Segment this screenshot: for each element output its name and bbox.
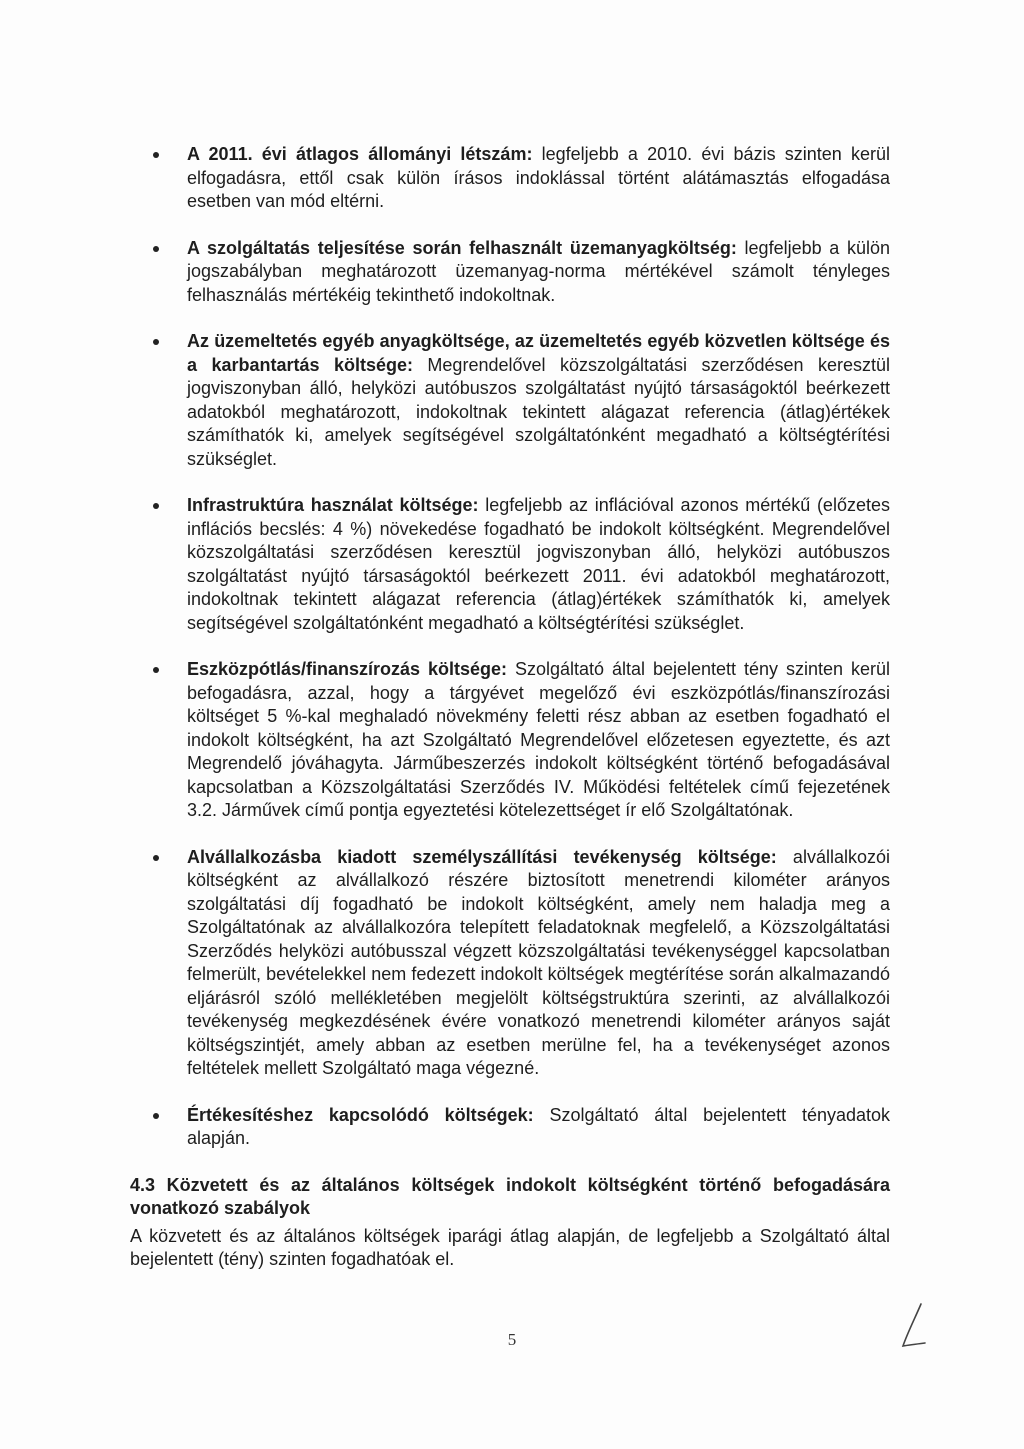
section-heading: 4.3 Közvetett és az általános költségek indokolt költségként történő befogadására vonatkozó szabályok: [130, 1174, 890, 1218]
list-item-text: legfeljebb az inflációval azonos mértékű (előzetes inflációs becslés: 4 %) növekedése fogadható be indokolt költségként. Megrendelővel közszolgáltatási szerződésen keresztül jogviszonyban álló, helyközi autóbuszos szolgáltatást nyújtó társaságoktól beérkezett 2011. évi adatokból meghatározott, indokoltnak tekintett alágazat referencia (átlag)értékek számíthatók ki, amelyek segítségével szolgáltatónként megadható a költségtérítési szükséglet.: [187, 495, 890, 633]
bullet-icon: [153, 667, 159, 673]
list-item-text: alvállalkozói költségként az alvállalkozó részére biztosított menetrendi kilométer arányos szolgáltatási díj fogadható be indokolt költségként, amely nem haladja meg a Szolgáltatónak az alvállalkozóra telepített feladatoknak megfelelő, a Közszolgáltatási Szerződés helyközi autóbusszal végzett közszolgáltatási tevékenységgel kapcsolatban felmerült, bevételekkel nem fedezett indokolt költségek megtérítése során alkalmazandó eljárásról szóló mellékletében megjelölt költségstruktúra szerinti, az alvállalkozói tevékenység megkezdésének évére vonatkozó menetrendi kilométer arányos saját költségszintjét, amely abban az esetben merülne fel, ha a tevékenységet azonos feltételek mellett Szolgáltató maga végezné.: [187, 846, 890, 1078]
list-item-heading: Alvállalkozásba kiadott személyszállítási tevékenység költsége:: [187, 846, 777, 867]
list-item: [130, 846, 890, 1081]
list-item: [130, 237, 890, 308]
bullet-icon: [153, 855, 159, 861]
list-item-heading: A szolgáltatás teljesítése során felhasznált üzemanyagköltség:: [187, 237, 737, 258]
list-item-text: Szolgáltató által bejelentett tény szinten kerül befogadásra, azzal, hogy a tárgyévet megelőző évi eszközpótlás/finanszírozási költséget 5 %-kal meghaladó növekmény feletti rész abban az esetben fogadható el indokolt költségként, ha azt Szolgáltató Megrendelővel előzetesen egyeztette, és azt Megrendelő jóváhagyta. Járműbeszerzés indokolt költségként történő befogadásával kapcsolatban a Közszolgáltatási Szerződés IV. Működési feltételek című fejezetének 3.2. Járművek című pontja egyeztetési kötelezettséget ír elő Szolgáltatónak.: [187, 659, 890, 820]
list-item: [130, 494, 890, 635]
list-item-text: legfeljebb a külön jogszabályban meghatározott üzemanyag-norma mértékével számolt tényleges felhasználás mértékéig tekinthető indokoltnak.: [187, 237, 890, 305]
bullet-icon: [153, 339, 159, 345]
bullet-icon: [153, 246, 159, 252]
list-item-heading: Eszközpótlás/finanszírozás költsége:: [187, 659, 508, 679]
page-number: 5: [507, 1330, 517, 1349]
list-item: [130, 143, 890, 214]
list-item-text: legfeljebb a 2010. évi bázis szinten kerül elfogadásra, ettől csak külön írásos indoklással történt alátámasztás elfogadása esetben van mód eltérni.: [187, 144, 891, 211]
cost-rules-list: [130, 143, 890, 1151]
list-item: [130, 658, 890, 823]
bullet-icon: [153, 503, 159, 509]
list-item-heading: Az üzemeltetés egyéb anyagköltsége, az üzemeltetés egyéb közvetlen költsége és a karbantartás költsége:: [187, 331, 890, 375]
list-item: [130, 1104, 890, 1151]
section-body: A közvetett és az általános költségek iparági átlag alapján, de legfeljebb a Szolgáltató által bejelentett (tény) szinten fogadhatóak el.: [130, 1225, 890, 1269]
list-item-heading: A 2011. évi átlagos állományi létszám:: [187, 144, 533, 164]
list-item-text: Szolgáltató által bejelentett tényadatok alapján.: [187, 1104, 891, 1148]
section-4-3: [130, 1174, 890, 1272]
list-item-text: Megrendelővel közszolgáltatási szerződésen keresztül jogviszonyban álló, helyközi autóbuszos szolgáltatást nyújtó társaságoktól beérkezett adatokból meghatározott, indokoltnak tekintett alágazat referencia (átlag)értékek számíthatók ki, amelyek segítségével szolgáltatónként megadható a költségtérítési szükséglet.: [187, 354, 890, 469]
bullet-icon: [153, 1113, 159, 1119]
bullet-icon: [153, 152, 159, 158]
list-item-heading: Értékesítéshez kapcsolódó költségek:: [187, 1104, 534, 1125]
page-content: [130, 143, 890, 1272]
list-item: [130, 330, 890, 471]
list-item-heading: Infrastruktúra használat költsége:: [187, 495, 479, 515]
